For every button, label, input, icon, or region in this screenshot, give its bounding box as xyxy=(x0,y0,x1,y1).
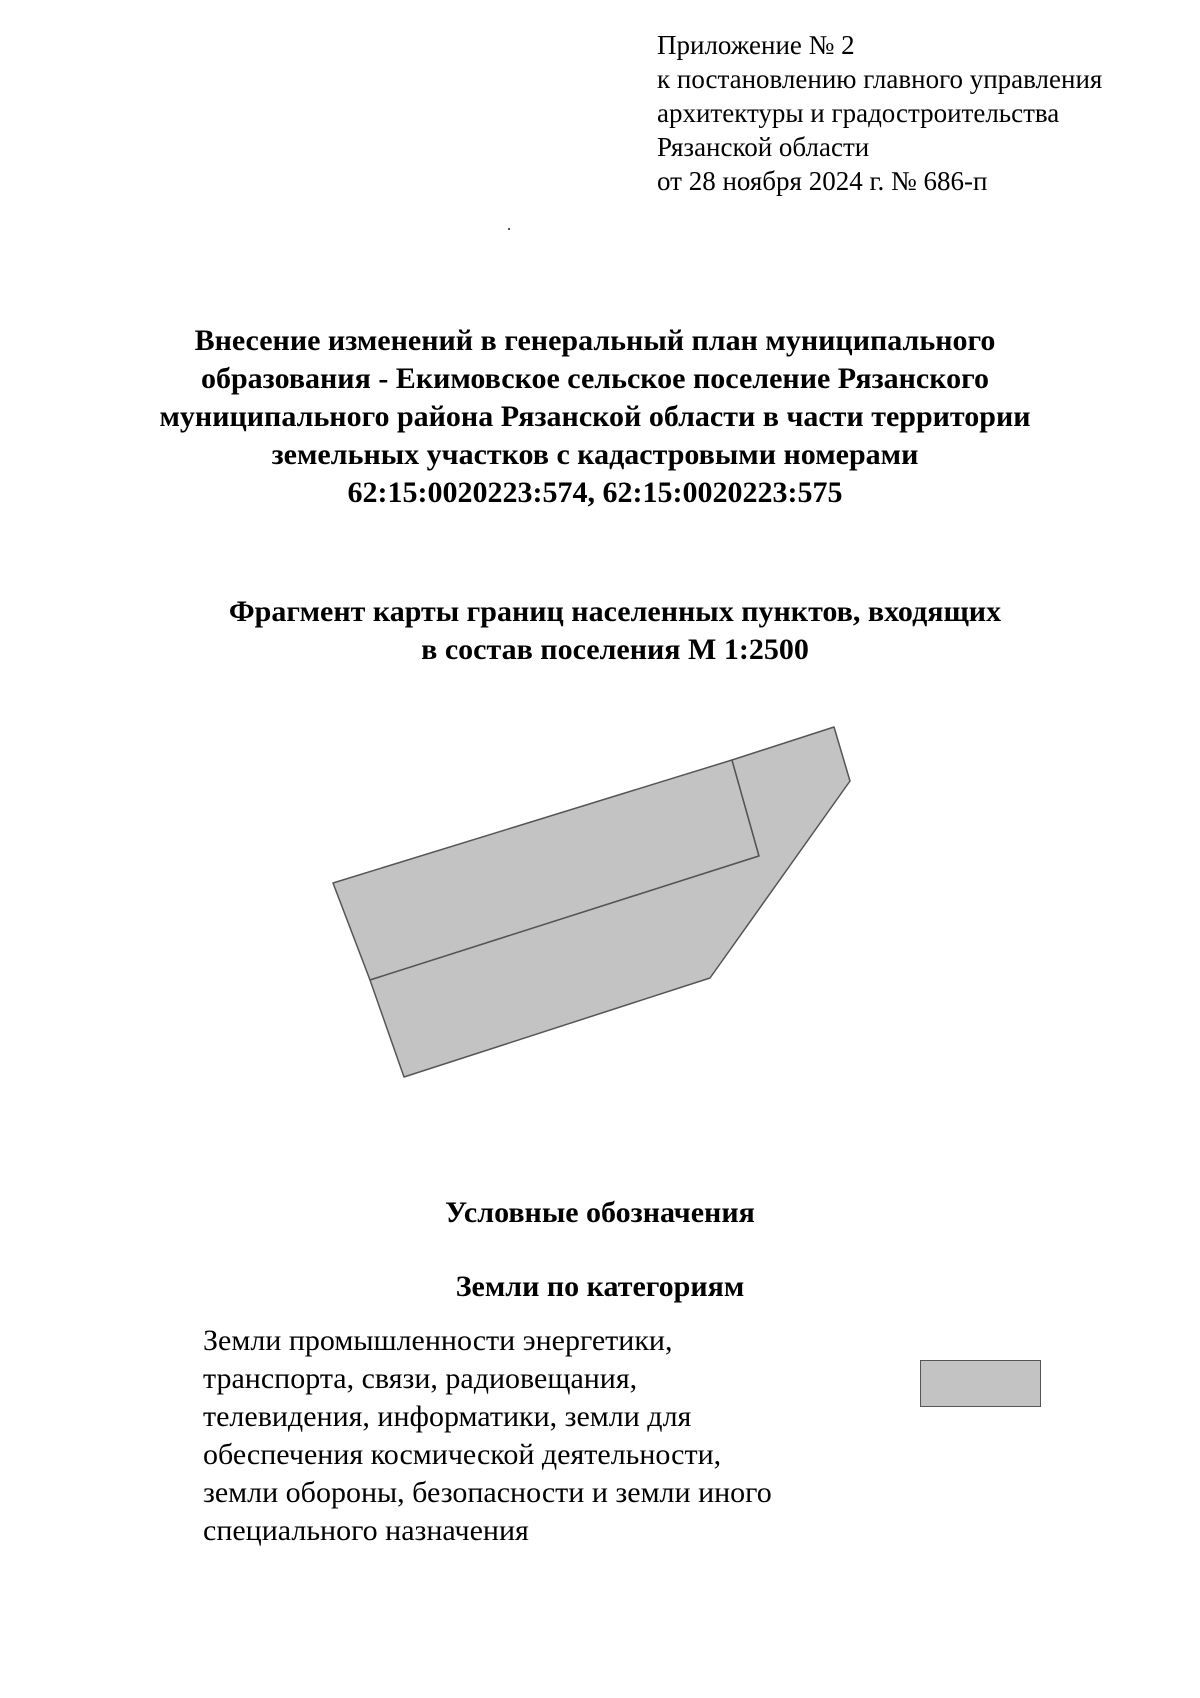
title-line-2: образования - Екимовское сельское поселение Рязанского xyxy=(201,362,989,395)
legend-heading: Условные обозначения xyxy=(445,1196,755,1229)
title-line-4: земельных участков с кадастровыми номерами xyxy=(271,438,919,471)
appendix-ref-line-1: к постановлению главного управления xyxy=(657,64,1103,94)
legend-item-line-3: телевидения, информатики, земли для xyxy=(203,1400,692,1433)
title-cadastral-numbers: 62:15:0020223:574, 62:15:0020223:575 xyxy=(347,476,843,509)
appendix-ref-line-3: Рязанской области xyxy=(657,132,870,162)
appendix-ref-line-2: архитектуры и градостроительства xyxy=(657,98,1060,128)
legend-item-line-4: обеспечения космической деятельности, xyxy=(203,1438,722,1471)
map-caption-line-1: Фрагмент карты границ населенных пунктов, входящих xyxy=(228,595,1002,628)
map-caption-line-2: в состав поселения М 1:2500 xyxy=(421,633,809,666)
legend-swatch xyxy=(920,1360,1041,1407)
legend-item-label xyxy=(203,1322,903,1550)
legend-item-line-5: земли обороны, безопасности и земли иного xyxy=(203,1476,772,1509)
appendix-date: от 28 ноября 2024 г. № 686-п xyxy=(657,166,988,196)
legend-item-line-2: транспорта, связи, радиовещания, xyxy=(203,1362,638,1395)
appendix-number: Приложение № 2 xyxy=(657,30,855,60)
legend-item-line-6: специального назначения xyxy=(203,1514,529,1547)
title-line-1: Внесение изменений в генеральный план муниципального xyxy=(194,324,996,357)
legend-category-heading: Земли по категориям xyxy=(455,1270,745,1303)
legend-item-line-1: Земли промышленности энергетики, xyxy=(203,1324,673,1357)
title-line-3: муниципального района Рязанской области в части территории xyxy=(159,400,1031,433)
